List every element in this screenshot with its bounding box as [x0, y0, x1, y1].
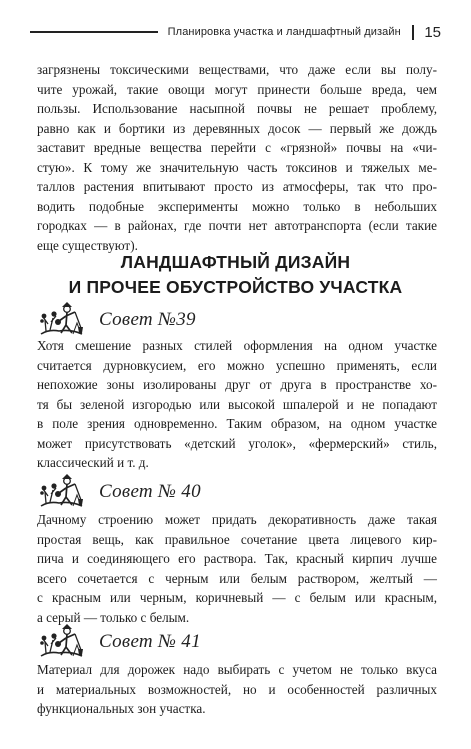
- text-line: водить подобные эксперименты можно только в небольших: [37, 198, 437, 214]
- section-heading-line: И ПРОЧЕЕ ОБУСТРОЙСТВО УЧАСТКА: [68, 277, 403, 297]
- text-line: пользы. Использование насыпной почвы не решает проблему,: [37, 101, 437, 116]
- running-head: [30, 22, 441, 42]
- text-line: стую». К тому же значительную часть токсинов и тяжелых ме-: [37, 159, 437, 175]
- header-rule: [30, 31, 158, 33]
- section-heading: [30, 250, 441, 300]
- gardener-illustration-icon: [37, 472, 85, 512]
- tip-header-39: [37, 300, 196, 340]
- tip-title: Совет №39: [99, 309, 196, 330]
- text-line: таллов растения впитывают просто из атмосферы, так что про-: [37, 179, 437, 194]
- tip-title: Совет № 40: [99, 481, 201, 502]
- gardener-illustration-icon: [37, 300, 85, 340]
- text-line: Хотя смешение разных стилей оформления на одном участке: [37, 338, 437, 353]
- text-line: и материальных возможностей, но и особенностей различных: [37, 681, 437, 697]
- tip-39-text: [37, 336, 437, 473]
- running-head-title: Планировка участка и ландшафтный дизайн: [167, 26, 401, 38]
- intro-paragraph: [37, 60, 437, 255]
- text-line: функциональных зон участка.: [37, 701, 206, 716]
- text-line: заставит вредные вещества перейти с «грязной» почвы на «чи-: [37, 140, 437, 155]
- section-heading-line: ЛАНДШАФТНЫЙ ДИЗАЙН: [120, 252, 351, 272]
- text-line: пича и соединяющего его раствора. Так, красный кирпич лучше: [37, 551, 437, 566]
- text-line: может присутствовать «детский уголок», «фермерский» стиль,: [37, 435, 437, 451]
- text-line: считается дурновкусием, его можно успешно применять, если: [37, 357, 437, 373]
- text-line: а серый — только с белым.: [37, 609, 190, 625]
- text-line: в поле зрения одновременно. Таким образом, на одном участке: [37, 416, 437, 431]
- text-line: Дачному строению может придать декоративность даже такая: [37, 512, 437, 527]
- text-line: непохожие зоны изолированы друг от друга в пространстве хо-: [37, 377, 437, 392]
- text-line: равно как и бортики из деревянных досок — первый же дождь: [37, 120, 437, 136]
- tip-header-41: [37, 622, 201, 662]
- text-line: тя бы зеленой изгородью или высокой шпалерой и не попадают: [37, 396, 437, 412]
- header-separator: [412, 25, 415, 40]
- gardener-illustration-icon: [37, 622, 85, 662]
- text-line: загрязнены токсическими веществами, что даже если вы полу-: [37, 62, 437, 77]
- text-line: простая вещь, как правильное сочетание цвета лицевого кир-: [37, 531, 437, 547]
- text-line: Материал для дорожек надо выбирать с учетом не только вкуса: [37, 662, 437, 677]
- tip-40-text: [37, 510, 437, 627]
- text-line: с красным или черным, коричневый — с белым или красным,: [37, 590, 437, 605]
- text-line: еще существуют).: [37, 237, 138, 253]
- tip-header-40: [37, 472, 201, 512]
- tip-title: Совет № 41: [99, 631, 201, 652]
- page-number: 15: [424, 23, 441, 41]
- text-line: всего сочетается с черным или белым раствором, желтый —: [37, 570, 437, 586]
- tip-41-text: [37, 660, 437, 719]
- text-line: городках — в районах, где почти нет автотранспорта (если такие: [37, 218, 437, 233]
- text-line: классический и т. д.: [37, 455, 149, 470]
- text-line: чите урожай, такие овощи могут принести больше вреда, чем: [37, 81, 437, 97]
